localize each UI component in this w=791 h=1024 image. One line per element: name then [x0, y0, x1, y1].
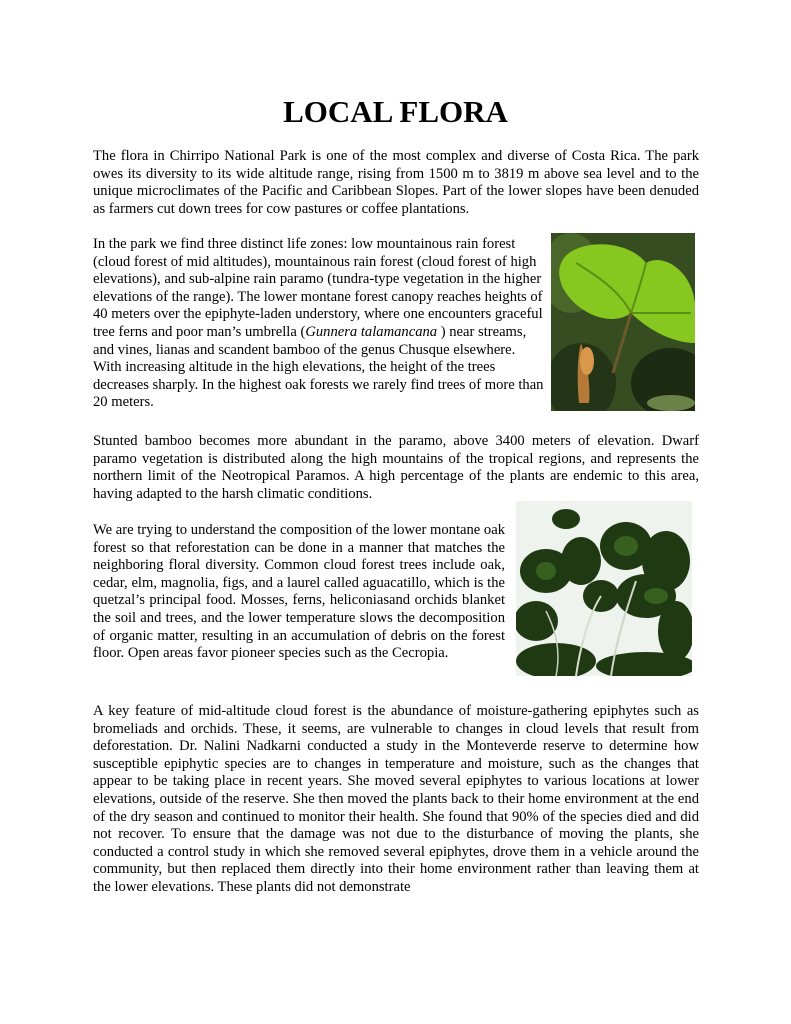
- large-leaf-plant-photo: [551, 233, 695, 411]
- page-title: LOCAL FLORA: [283, 94, 508, 129]
- paragraph-paramo: Stunted bamboo becomes more abundant in the paramo, above 3400 meters of elevation. Dwarf paramo vegetation is distributed along the high mountains of the tropical regions, and represents the northern limit of the Neotropical Paramos. A high percentage of the plants are endemic to this area, having adapted to the harsh climatic conditions.: [93, 433, 699, 502]
- paragraph-life-zones: [93, 236, 545, 412]
- paragraph-oak-forest: We are trying to understand the composition of the lower montane oak forest so that reforestation can be done in a manner that matches the neighboring floral diversity. Common cloud forest trees include oak, cedar, elm, magnolia, figs, and a laurel called aguacatillo, which is the quetzal’s principal food. Mosses, ferns, heliconiasand orchids blanket the soil and trees, and the lower temperature slows the decomposition of organic matter, resulting in an accumulation of debris on the forest floor. Open areas favor pioneer species such as the Cecropia.: [93, 522, 505, 662]
- paragraph-epiphytes: A key feature of mid-altitude cloud forest is the abundance of moisture-gathering epiphytes such as bromeliads and orchids. These, it seems, are vulnerable to changes in cloud levels that result from deforestation. Dr. Nalini Nadkarni conducted a study in the Monteverde reserve to determine how susceptible epiphytic species are to changes in temperature and moisture, such as the changes that appear to be taking place in recent years. She moved several epiphytes to various locations at lower elevations, outside of the reserve. She then moved the plants back to their home environment at the end of the dry season and continued to monitor their health. She found that 90% of the species died and did not recover. To ensure that the damage was not due to the disturbance of moving the plants, she conducted a control study in which she removed several epiphytes, drove them in a vehicle around the community, but then replaced them directly into their home environment rather than leaving them at the lower elevations. These plants did not demonstrate: [93, 703, 699, 895]
- species-name-italic: Gunnera talamancana: [305, 323, 438, 340]
- cecropia-canopy-photo: [516, 501, 692, 676]
- paragraph-intro: The flora in Chirripo National Park is one of the most complex and diverse of Costa Rica. The park owes its diversity to its wide altitude range, rising from 1500 m to 3819 m above sea level and to the unique microclimates of the Pacific and Caribbean Slopes. Part of the lower slopes have been denuded as farmers cut down trees for cow pastures or coffee plantations.: [93, 148, 699, 217]
- cecropia-canopy-image: [516, 501, 692, 676]
- paragraph-life-zones-text-start: In the park we find three distinct life zones: low mountainous rain forest (cloud forest of mid altitudes), mountainous rain forest (cloud forest of high elevations), and sub-alpine rain paramo (tundra-type vegetation in the higher elevations of the range). The lower montane forest canopy reaches heights of 40 meters over the epiphyte-laden understory, where one encounters graceful tree ferns and poor man’s umbrella (: [93, 236, 543, 340]
- paragraph-life-zones-text-end: ) near streams, and vines, lianas and scandent bamboo of the genus Chusque elsewhere. With increasing altitude in the high elevations, the height of the trees decreases sharply. In the highest oak forests we rarely find trees of more than 20 meters.: [93, 323, 544, 411]
- large-leaf-plant-image: [551, 233, 695, 411]
